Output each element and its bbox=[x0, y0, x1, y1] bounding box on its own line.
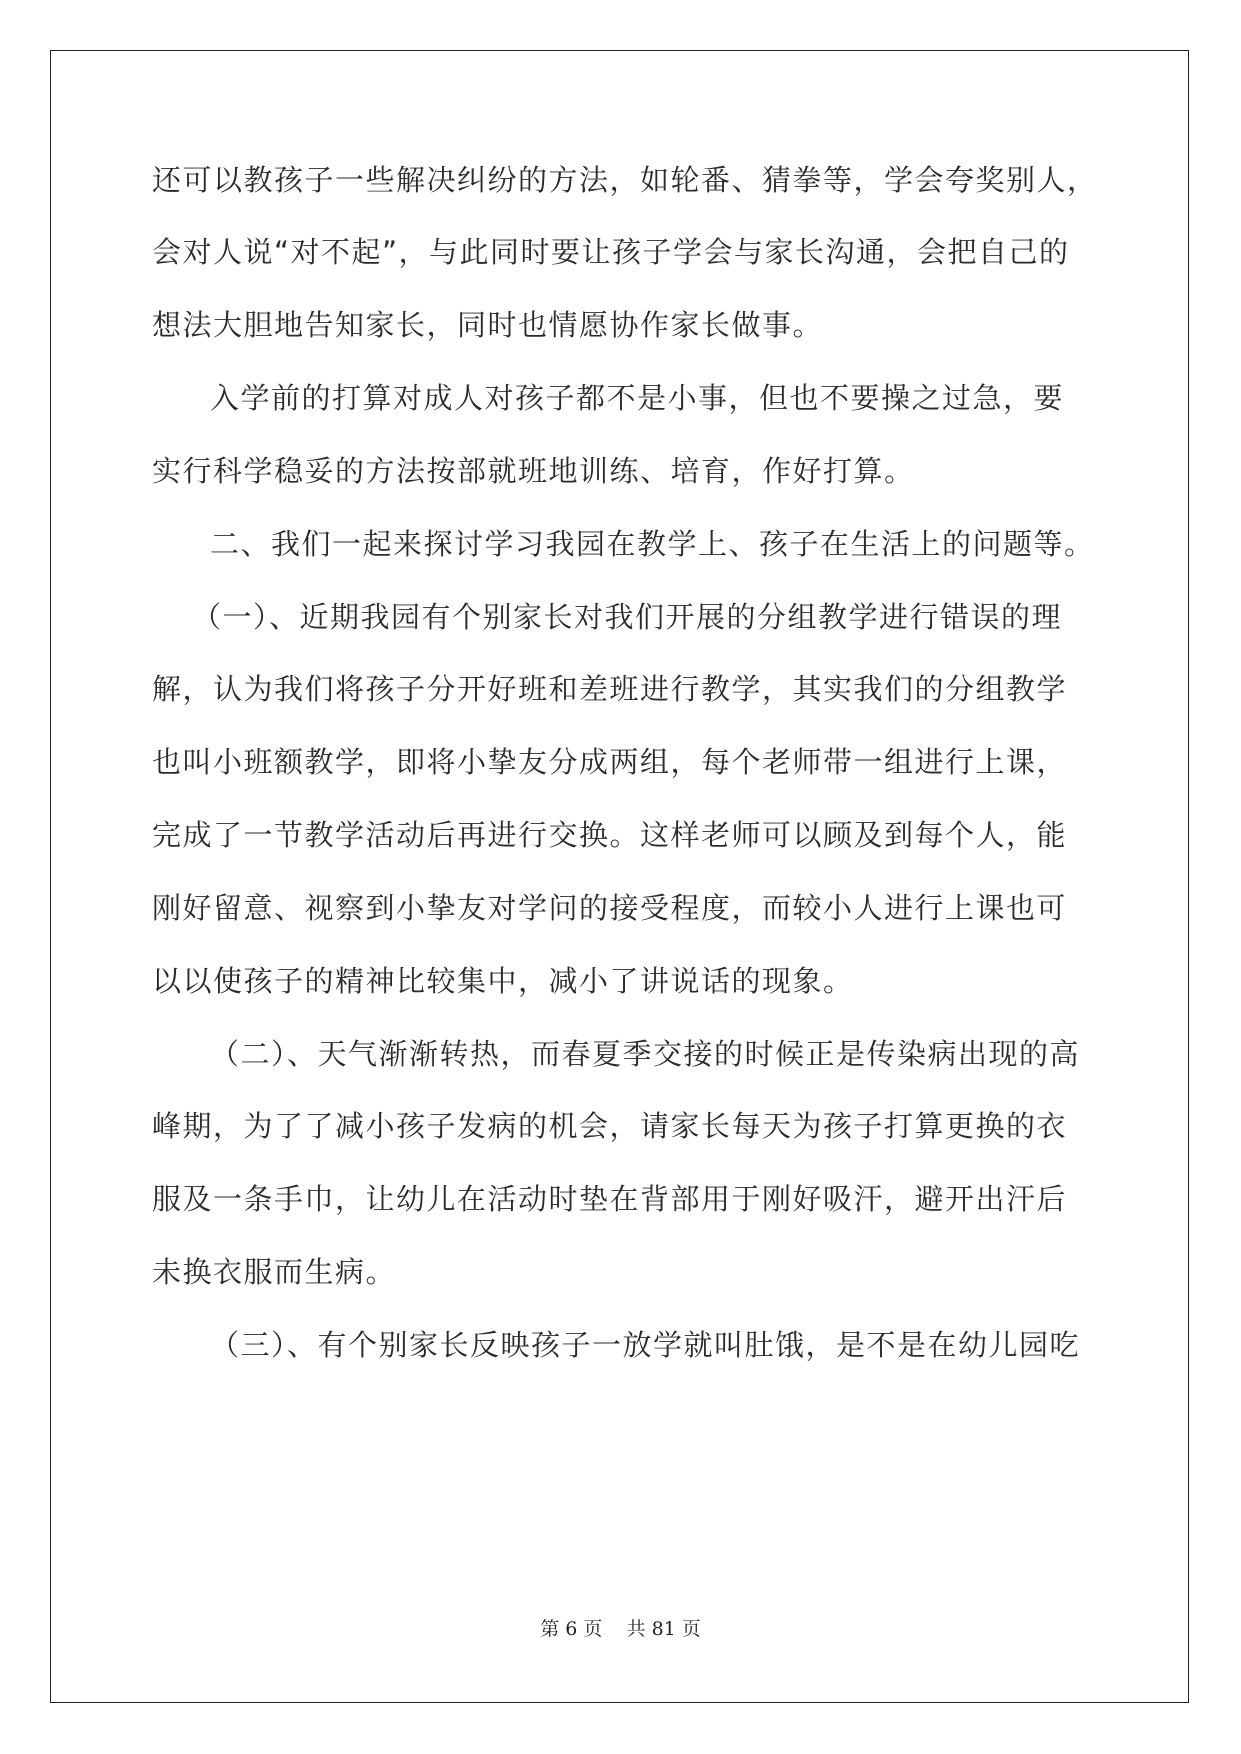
text-line: 未换衣服而生病。 bbox=[152, 1255, 397, 1289]
text-line: 二、我们一起来探讨学习我园在教学上、孩子在生活上的问题等。 bbox=[210, 527, 1095, 561]
text-line: （二）、天气渐渐转热，而春夏季交接的时候正是传染病出现的高 bbox=[210, 1037, 1081, 1071]
text-line: 实行科学稳妥的方法按部就班地训练、培育，作好打算。 bbox=[152, 454, 915, 488]
text-line: 服及一条手巾，让幼儿在活动时垫在背部用于刚好吸汗，避开出汗后 bbox=[152, 1182, 1068, 1216]
text-line: 刚好留意、视察到小挚友对学问的接受程度，而较小人进行上课也可 bbox=[152, 891, 1068, 925]
text-line: 也叫小班额教学，即将小挚友分成两组，每个老师带一组进行上课， bbox=[152, 745, 1068, 779]
page-border bbox=[50, 50, 1189, 1703]
text-line: 还可以教孩子一些解决纠纷的方法，如轮番、猜拳等，学会夸奖别人， bbox=[152, 163, 1098, 197]
text-line: 会对人说“对不起”，与此同时要让孩子学会与家长沟通，会把自己的 bbox=[152, 235, 1070, 269]
text-line: 峰期，为了了减小孩子发病的机会，请家长每天为孩子打算更换的衣 bbox=[152, 1109, 1068, 1143]
total-pages: 共 81 页 bbox=[626, 1618, 701, 1640]
text-line: （三）、有个别家长反映孩子一放学就叫肚饿，是不是在幼儿园吃 bbox=[210, 1328, 1081, 1362]
page-number: 第 6 页 bbox=[540, 1618, 603, 1640]
text-line: （一）、近期我园有个别家长对我们开展的分组教学进行错误的理 bbox=[192, 600, 1063, 634]
text-line: 解，认为我们将孩子分开好班和差班进行教学，其实我们的分组教学 bbox=[152, 672, 1068, 706]
text-line: 想法大胆地告知家长，同时也情愿协作家长做事。 bbox=[152, 308, 824, 342]
page-footer bbox=[0, 1614, 1241, 1641]
text-line: 完成了一节教学活动后再进行交换。这样老师可以顾及到每个人，能 bbox=[152, 818, 1068, 852]
text-line: 以以使孩子的精神比较集中，减小了讲说话的现象。 bbox=[152, 964, 854, 998]
text-line: 入学前的打算对成人对孩子都不是小事，但也不要操之过急，要 bbox=[210, 381, 1065, 415]
